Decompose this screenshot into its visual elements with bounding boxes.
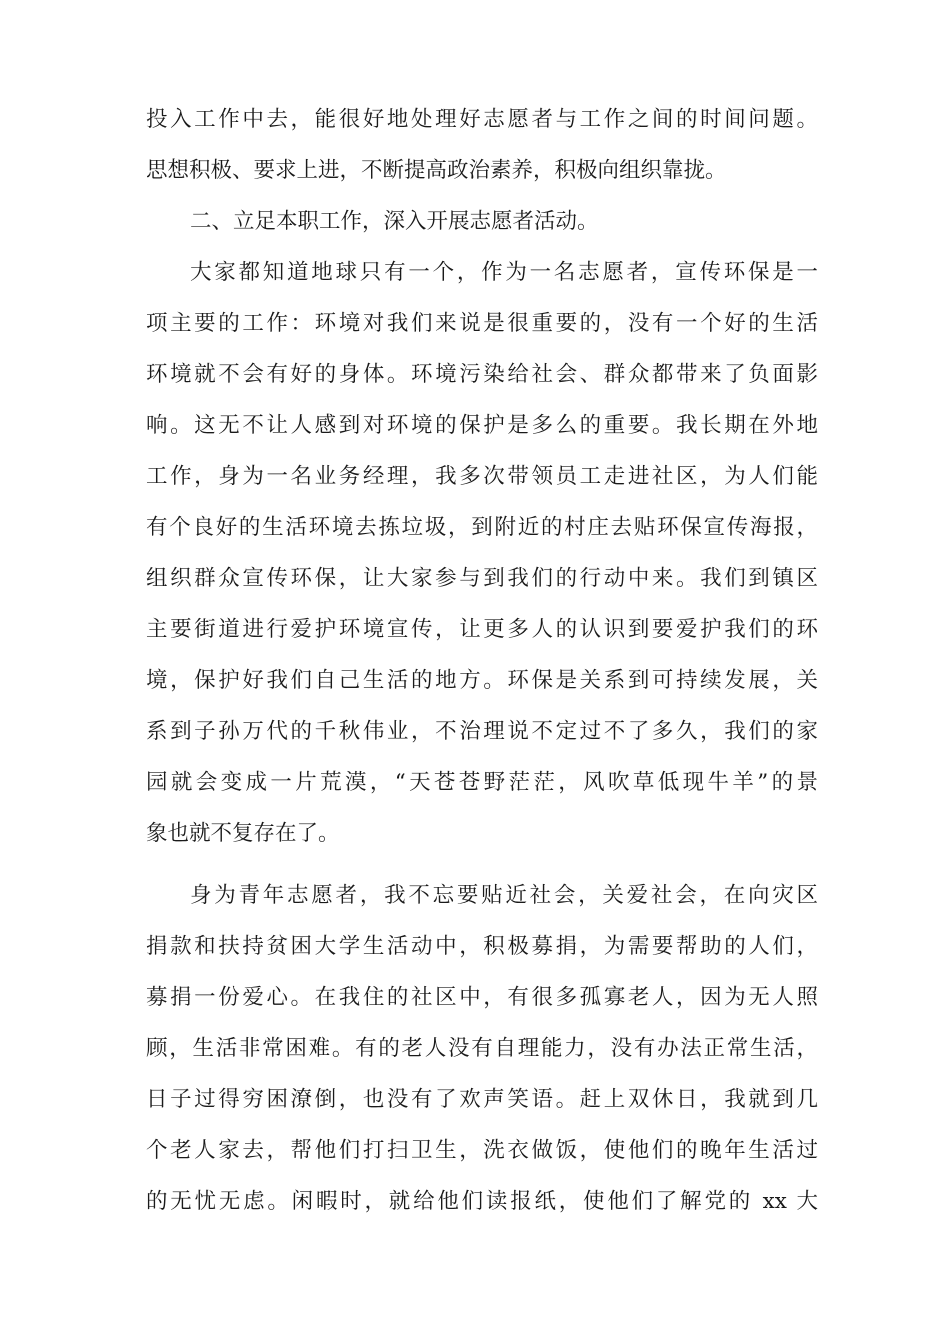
text-line: 环境就不会有好的身体。环境污染给社会、群众都带来了负面影	[146, 362, 818, 387]
text-line: 顾，生活非常困难。有的老人没有自理能力，没有办法正常生活，	[146, 1036, 818, 1061]
paragraph-environment	[146, 253, 818, 865]
text-line: 主要街道进行爱护环境宣传，让更多人的认识到要爱护我们的环	[146, 617, 818, 642]
text-line: 项主要的工作：环境对我们来说是很重要的，没有一个好的生活	[146, 311, 818, 336]
text-line: 园就会变成一片荒漠，“天苍苍野茫茫，风吹草低现牛羊”的景	[146, 770, 818, 795]
text-line: 投入工作中去，能很好地处理好志愿者与工作之间的时间问题。	[146, 107, 818, 132]
text-line: 象也就不复存在了。	[146, 821, 340, 846]
text-line: 大家都知道地球只有一个，作为一名志愿者，宣传环保是一	[190, 260, 818, 285]
text-line: 响。这无不让人感到对环境的保护是多么的重要。我长期在外地	[146, 413, 818, 438]
text-line: 日子过得穷困潦倒，也没有了欢声笑语。赶上双休日，我就到几	[146, 1087, 818, 1112]
text-line: 组织群众宣传环保，让大家参与到我们的行动中来。我们到镇区	[146, 566, 818, 591]
text-line: 系到子孙万代的千秋伟业，不治理说不定过不了多久，我们的家	[146, 719, 818, 744]
text-line: 工作，身为一名业务经理，我多次带领员工走进社区，为人们能	[146, 464, 818, 489]
paragraph-continuation	[146, 100, 818, 202]
text-line: 有个良好的生活环境去拣垃圾，到附近的村庄去贴环保宣传海报，	[146, 515, 818, 540]
section-heading	[146, 202, 818, 253]
paragraph-volunteer	[146, 876, 818, 1233]
text-line: 的无忧无虑。闲暇时，就给他们读报纸，使他们了解党的 xx 大	[146, 1189, 818, 1214]
document-body	[146, 100, 818, 1233]
text-line: 思想积极、要求上进，不断提高政治素养，积极向组织靠拢。	[146, 158, 727, 183]
text-line: 捐款和扶持贫困大学生活动中，积极募捐，为需要帮助的人们，	[146, 934, 818, 959]
text-line: 二、立足本职工作，深入开展志愿者活动。	[190, 209, 599, 234]
text-line: 身为青年志愿者，我不忘要贴近社会，关爱社会，在向灾区	[190, 883, 818, 908]
text-line: 个老人家去，帮他们打扫卫生，洗衣做饭，使他们的晚年生活过	[146, 1138, 818, 1163]
text-line: 境，保护好我们自己生活的地方。环保是关系到可持续发展，关	[146, 668, 818, 693]
text-line: 募捐一份爱心。在我住的社区中，有很多孤寡老人，因为无人照	[146, 985, 818, 1010]
